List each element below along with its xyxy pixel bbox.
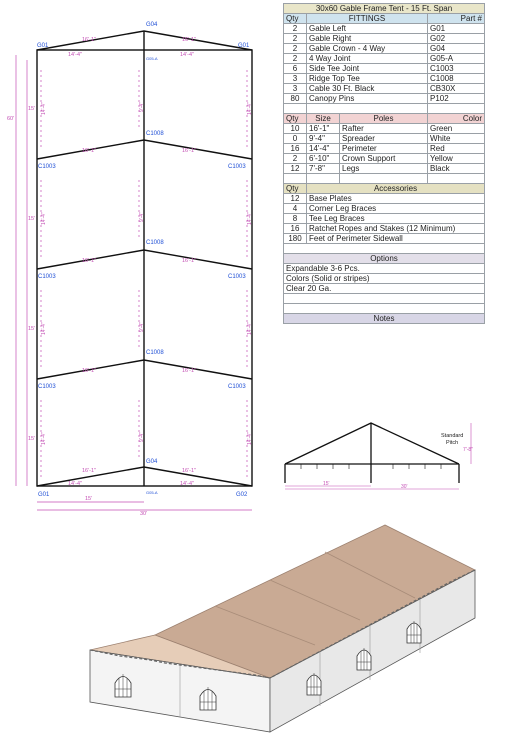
dim-spreader-3: 9'-4" <box>139 322 145 332</box>
fitting-row <box>284 84 485 94</box>
fitting-qty: 3 <box>284 84 307 94</box>
pole-size: 7'-8" <box>307 164 340 174</box>
part-label-c1003-1-left: C1003 <box>38 164 56 170</box>
fitting-row <box>284 54 485 64</box>
pole-qty: 2 <box>284 154 307 164</box>
option-row <box>284 264 485 274</box>
fitting-name: Canopy Pins <box>307 94 428 104</box>
fitting-qty: 80 <box>284 94 307 104</box>
pole-qty: 16 <box>284 144 307 154</box>
part-label-g01-top-right: G01 <box>238 43 250 49</box>
fitting-qty: 2 <box>284 54 307 64</box>
elevation-height-dim: 7'-8" <box>463 447 473 453</box>
pole-color: Black <box>428 164 485 174</box>
options-rows <box>284 264 485 294</box>
spacer-row <box>284 304 485 314</box>
accessory-qty: 180 <box>284 234 307 244</box>
part-label-g05-top: G05-A <box>146 56 158 61</box>
fitting-qty: 2 <box>284 34 307 44</box>
accessories-qty-header: Qty <box>284 184 307 194</box>
dim-spreader-4: 9'-4" <box>139 432 145 442</box>
poles-size-header: Size <box>307 114 340 124</box>
part-label-g05-bottom: G05-A <box>146 490 158 495</box>
part-label-g02-bottom: G02 <box>236 492 248 498</box>
spacer-row <box>284 104 485 114</box>
dim-leg-right-2: 14'-4" <box>247 212 253 225</box>
fitting-name: Gable Right <box>307 34 428 44</box>
dim-overall-width: 30' <box>140 511 148 515</box>
dim-perimeter-top-right: 14'-4" <box>180 52 195 58</box>
pole-row <box>284 144 485 154</box>
fitting-qty: 2 <box>284 44 307 54</box>
poles-color-header: Color <box>428 114 485 124</box>
table-title: 30x60 Gable Frame Tent - 15 Ft. Span <box>284 4 485 14</box>
dim-rafter-2-right: 16'-1" <box>182 258 197 264</box>
accessory-row <box>284 204 485 214</box>
fitting-row <box>284 24 485 34</box>
pole-name: Legs <box>340 164 428 174</box>
part-label-g04-top: G04 <box>146 22 158 28</box>
dim-leg-left-3: 14'-4" <box>41 322 47 335</box>
spacer-row <box>284 294 485 304</box>
accessory-row <box>284 234 485 244</box>
part-label-c1003-2-left: C1003 <box>38 274 56 280</box>
accessory-row <box>284 194 485 204</box>
option-row <box>284 284 485 294</box>
dim-perimeter-bottom-left: 14'-4" <box>68 481 83 487</box>
part-label-c1008-2: C1008 <box>146 240 164 246</box>
pole-qty: 10 <box>284 124 307 134</box>
fitting-part-number: G05-A <box>428 54 485 64</box>
pole-name: Crown Support <box>340 154 428 164</box>
fitting-row <box>284 64 485 74</box>
poles-rows <box>284 124 485 174</box>
part-label-c1003-1-right: C1003 <box>228 164 246 170</box>
pole-size: 6'-10" <box>307 154 340 164</box>
dim-perimeter-top-left: 14'-4" <box>68 52 83 58</box>
part-label-c1003-3-left: C1003 <box>38 384 56 390</box>
accessory-name: Base Plates <box>307 194 485 204</box>
dim-rafter-3-right: 16'-1" <box>182 368 197 374</box>
elevation-label-standard: Standard <box>441 433 464 439</box>
option-text: Clear 20 Ga. <box>284 284 485 294</box>
fitting-part-number: P102 <box>428 94 485 104</box>
dim-leg-right-4: 14'-4" <box>247 432 253 445</box>
fitting-part-number: C1008 <box>428 74 485 84</box>
spacer-row <box>284 244 485 254</box>
pole-name: Perimeter <box>340 144 428 154</box>
parts-table <box>283 3 485 324</box>
dim-bay-2: 15' <box>28 216 36 222</box>
elevation-half-span-dim: 15' <box>323 481 330 487</box>
pole-color: Green <box>428 124 485 134</box>
fitting-qty: 6 <box>284 64 307 74</box>
options-header: Options <box>284 254 485 264</box>
fitting-row <box>284 44 485 54</box>
dim-rafter-bottom-right: 16'-1" <box>182 468 197 474</box>
fitting-part-number: G02 <box>428 34 485 44</box>
pole-row <box>284 124 485 134</box>
pole-size: 16'-1" <box>307 124 340 134</box>
dim-rafter-1-left: 16'-1" <box>82 148 97 154</box>
fittings-rows <box>284 24 485 104</box>
pole-size: 14'-4" <box>307 144 340 154</box>
part-label-c1008-1: C1008 <box>146 131 164 137</box>
accessory-qty: 8 <box>284 214 307 224</box>
part-label-c1003-2-right: C1003 <box>228 274 246 280</box>
fitting-row <box>284 94 485 104</box>
accessories-header-row <box>284 184 485 194</box>
fitting-part-number: G04 <box>428 44 485 54</box>
fittings-name-header: FITTINGS <box>307 14 428 24</box>
fitting-name: Ridge Top Tee <box>307 74 428 84</box>
dim-bay-4: 15' <box>28 436 36 442</box>
pole-qty: 0 <box>284 134 307 144</box>
elevation-span-dim: 30' <box>401 484 408 490</box>
accessory-name: Corner Leg Braces <box>307 204 485 214</box>
pole-size: 9'-4" <box>307 134 340 144</box>
dim-leg-left-4: 14'-4" <box>41 432 47 445</box>
side-elevation-drawing <box>281 419 481 491</box>
fitting-name: Cable 30 Ft. Black <box>307 84 428 94</box>
accessories-rows <box>284 194 485 244</box>
part-label-c1003-3-right: C1003 <box>228 384 246 390</box>
fittings-part-header: Part # <box>428 14 485 24</box>
accessory-name: Feet of Perimeter Sidewall <box>307 234 485 244</box>
fitting-part-number: C1003 <box>428 64 485 74</box>
pole-qty: 12 <box>284 164 307 174</box>
pole-row <box>284 164 485 174</box>
fittings-qty-header: Qty <box>284 14 307 24</box>
part-label-g01-top: G01 <box>37 43 49 49</box>
poles-qty-header: Qty <box>284 114 307 124</box>
accessory-row <box>284 224 485 234</box>
elevation-label-pitch: Pitch <box>446 440 459 446</box>
fitting-row <box>284 74 485 84</box>
part-label-c1008-3: C1008 <box>146 350 164 356</box>
accessory-row <box>284 214 485 224</box>
dim-bay-3: 15' <box>28 326 36 332</box>
spacer-row <box>284 174 485 184</box>
accessory-qty: 16 <box>284 224 307 234</box>
dim-spreader-2: 9'-4" <box>139 212 145 222</box>
dim-rafter-top-right: 16'-1" <box>182 37 197 43</box>
dim-overall-length: 60' <box>7 116 15 122</box>
pole-row <box>284 154 485 164</box>
pole-name: Spreader <box>340 134 428 144</box>
accessories-name-header: Accessories <box>307 184 485 194</box>
dim-spreader-1: 9'-4" <box>139 102 145 112</box>
pole-color: Red <box>428 144 485 154</box>
fitting-part-number: CB30X <box>428 84 485 94</box>
options-header-row <box>284 254 485 264</box>
dim-rafter-3-left: 16'-1" <box>82 368 97 374</box>
dim-bay-1: 15' <box>28 106 36 112</box>
fitting-row <box>284 34 485 44</box>
accessory-name: Tee Leg Braces <box>307 214 485 224</box>
notes-header-row <box>284 314 485 324</box>
option-text: Expandable 3-6 Pcs. <box>284 264 485 274</box>
dim-half-width: 15' <box>85 496 93 502</box>
option-text: Colors (Solid or stripes) <box>284 274 485 284</box>
poles-header-row <box>284 114 485 124</box>
part-label-g04-bottom: G04 <box>146 459 158 465</box>
poles-name-header: Poles <box>340 114 428 124</box>
dim-leg-left-2: 14'-4" <box>41 212 47 225</box>
fitting-part-number: G01 <box>428 24 485 34</box>
fitting-qty: 3 <box>284 74 307 84</box>
frame-plan-drawing <box>0 0 280 515</box>
pole-row <box>284 134 485 144</box>
pole-color: White <box>428 134 485 144</box>
dim-leg-left-1: 14'-4" <box>41 102 47 115</box>
tent-3d-illustration <box>85 510 485 740</box>
dim-rafter-2-left: 16'-1" <box>82 258 97 264</box>
accessory-qty: 4 <box>284 204 307 214</box>
accessory-qty: 12 <box>284 194 307 204</box>
dim-rafter-top-left: 16'-1" <box>82 37 97 43</box>
dim-rafter-1-right: 16'-1" <box>182 148 197 154</box>
fitting-name: Gable Crown - 4 Way <box>307 44 428 54</box>
fitting-qty: 2 <box>284 24 307 34</box>
fitting-name: 4 Way Joint <box>307 54 428 64</box>
accessory-name: Ratchet Ropes and Stakes (12 Minimum) <box>307 224 485 234</box>
dim-rafter-bottom-left: 16'-1" <box>82 468 97 474</box>
dim-leg-right-3: 14'-4" <box>247 322 253 335</box>
fitting-name: Gable Left <box>307 24 428 34</box>
dim-leg-right-1: 14'-4" <box>247 102 253 115</box>
dim-perimeter-bottom-right: 14'-4" <box>180 481 195 487</box>
pole-name: Rafter <box>340 124 428 134</box>
pole-color: Yellow <box>428 154 485 164</box>
fittings-header-row <box>284 14 485 24</box>
fitting-name: Side Tee Joint <box>307 64 428 74</box>
notes-header: Notes <box>284 314 485 324</box>
option-row <box>284 274 485 284</box>
part-label-g01-bottom: G01 <box>38 492 50 498</box>
